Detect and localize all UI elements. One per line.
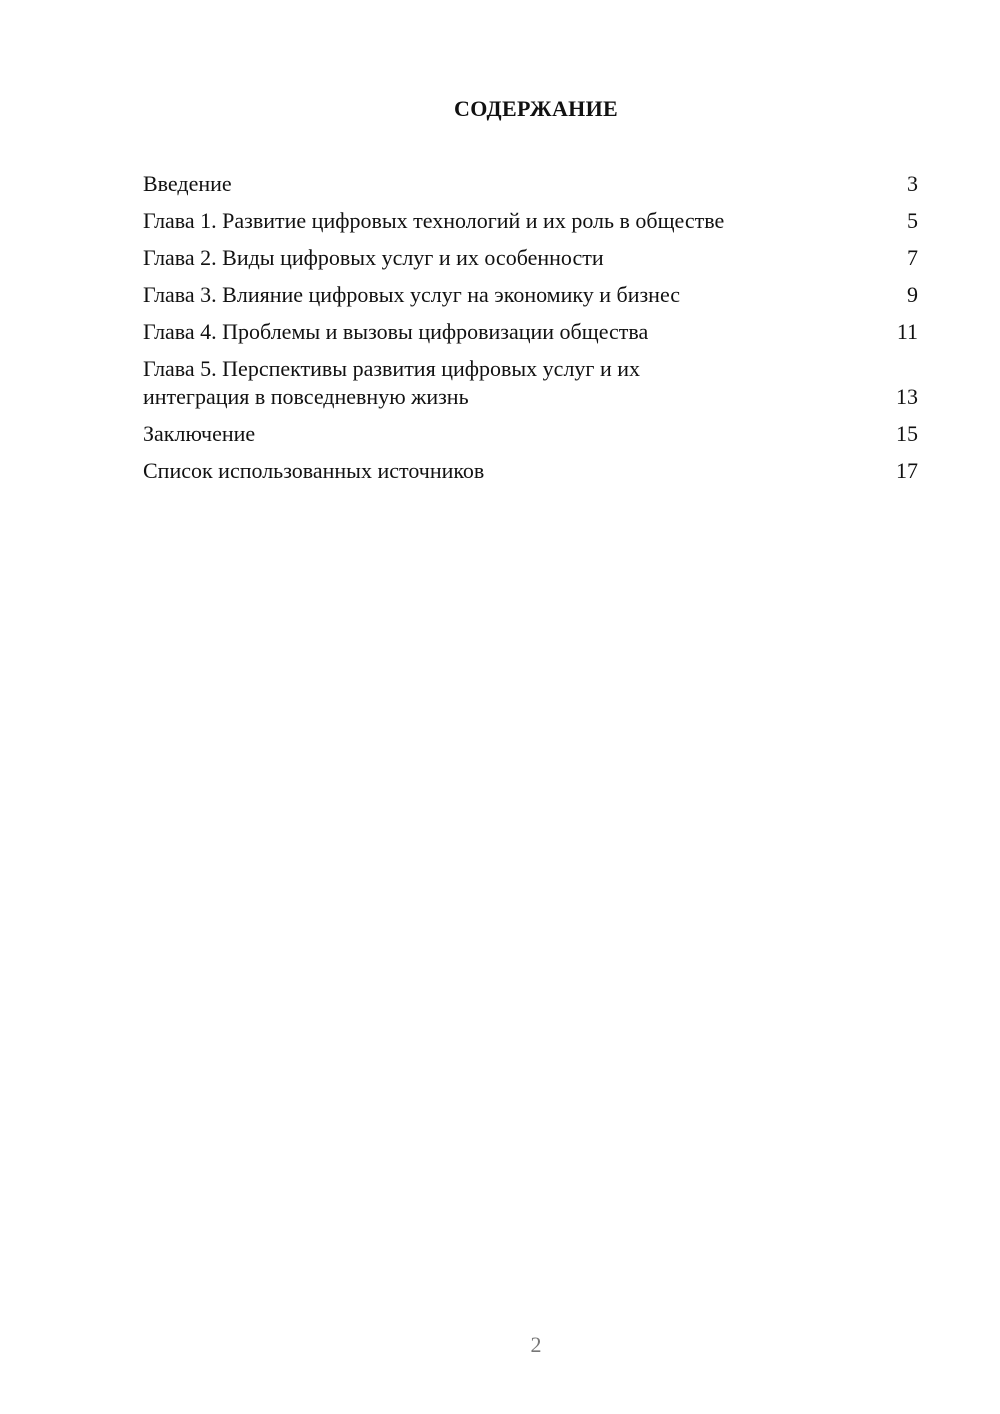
- toc-entry-chapter-5[interactable]: [143, 355, 918, 411]
- toc-entry-title: Список использованных источников: [143, 458, 485, 483]
- toc-entry-chapter-1[interactable]: [143, 207, 918, 235]
- toc-entry-title: Заключение: [143, 421, 256, 446]
- toc-entry-page: 7: [907, 245, 918, 270]
- toc-entry-introduction[interactable]: [143, 170, 918, 198]
- toc-entry-page: 15: [896, 421, 918, 446]
- toc-entry-conclusion[interactable]: [143, 420, 918, 448]
- toc-entry-title: Глава 1. Развитие цифровых технологий и их роль в обществе: [143, 208, 725, 233]
- page-number: 2: [530, 1332, 542, 1357]
- toc-entry-page: 9: [907, 282, 918, 307]
- toc-entry-title: Введение: [143, 171, 232, 196]
- toc-heading: СОДЕРЖАНИЕ: [454, 96, 618, 121]
- toc-entry-chapter-2[interactable]: [143, 244, 918, 272]
- toc-entry-page: 13: [896, 384, 918, 409]
- toc-entry-title: Глава 2. Виды цифровых услуг и их особенности: [143, 245, 604, 270]
- toc-entry-chapter-4[interactable]: [143, 318, 918, 346]
- toc-entry-title: Глава 5. Перспективы развития цифровых услуг и их интеграция в повседневную жизнь: [143, 356, 640, 409]
- toc-entry-page: 11: [896, 319, 918, 344]
- toc-entry-references[interactable]: [143, 457, 918, 485]
- toc-entry-page: 17: [896, 458, 918, 483]
- toc-entry-page: 5: [907, 208, 918, 233]
- toc-entry-title: Глава 4. Проблемы и вызовы цифровизации общества: [143, 319, 649, 344]
- table-of-contents: [143, 170, 918, 494]
- toc-entry-title: Глава 3. Влияние цифровых услуг на экономику и бизнес: [143, 282, 681, 307]
- toc-entry-chapter-3[interactable]: [143, 281, 918, 309]
- toc-entry-page: 3: [907, 171, 918, 196]
